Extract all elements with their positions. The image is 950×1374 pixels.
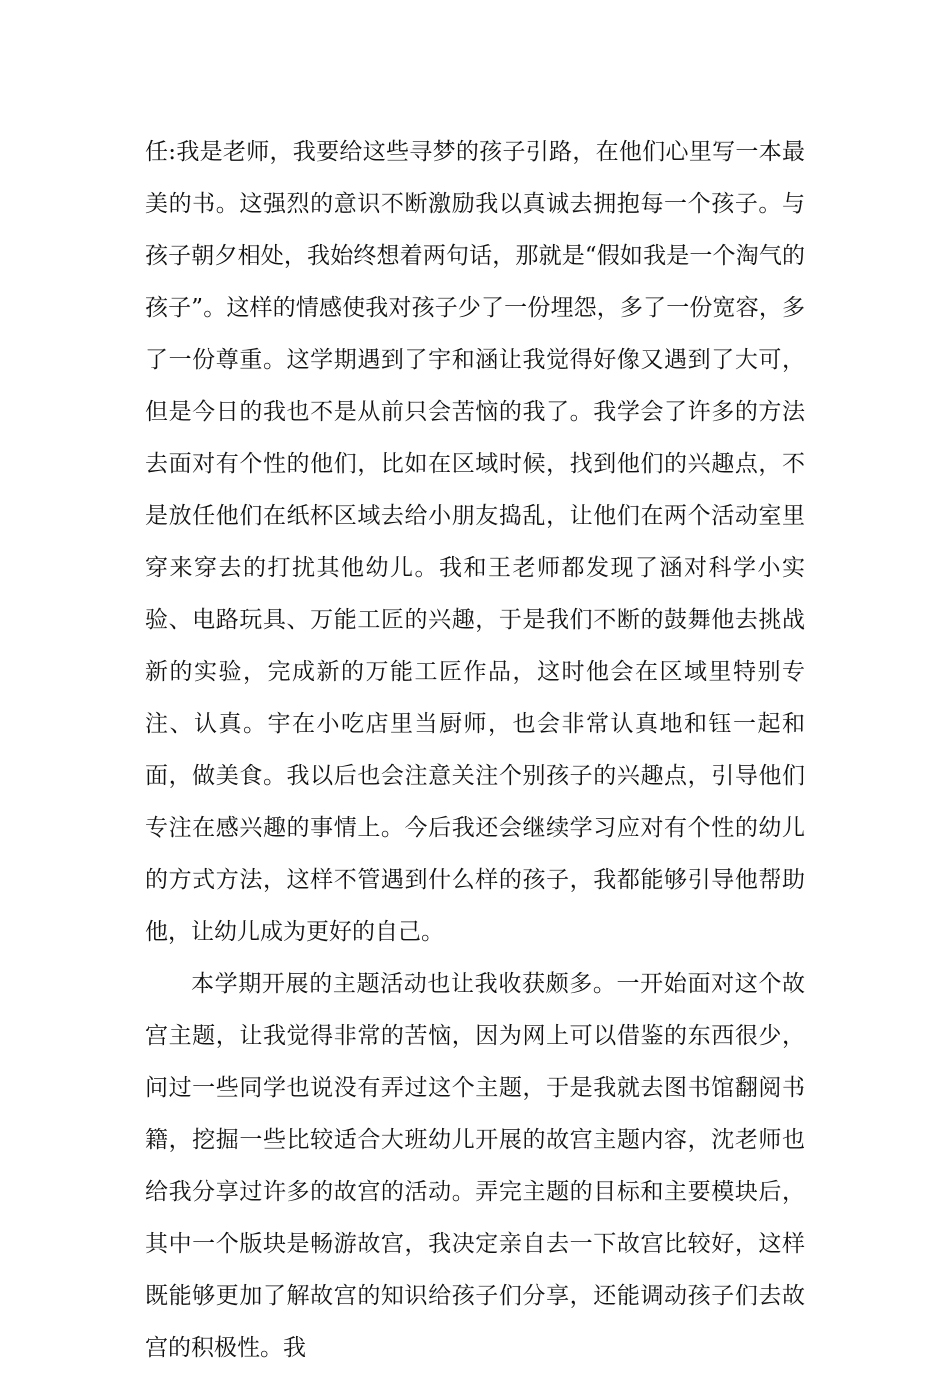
paragraph-1: 任:我是老师，我要给这些寻梦的孩子引路，在他们心里写一本最美的书。这强烈的意识不断激励我以真诚去拥抱每一个孩子。与孩子朝夕相处，我始终想着两句话，那就是“假如我是一个淘气的孩子”。这样的情感使我对孩子少了一份埋怨，多了一份宽容，多了一份尊重。这学期遇到了宇和涵让我觉得好像又遇到了大可，但是今日的我也不是从前只会苦恼的我了。我学会了许多的方法去面对有个性的他们，比如在区域时候，找到他们的兴趣点，不是放任他们在纸杯区域去给小朋友捣乱，让他们在两个活动室里穿来穿去的打扰其他幼儿。我和王老师都发现了涵对科学小实验、电路玩具、万能工匠的兴趣，于是我们不断的鼓舞他去挑战新的实验，完成新的万能工匠作品，这时他会在区域里特别专注、认真。宇在小吃店里当厨师，也会非常认真地和钰一起和面，做美食。我以后也会注意关注个别孩子的兴趣点，引导他们专注在感兴趣的事情上。今后我还会继续学习应对有个性的幼儿的方式方法，这样不管遇到什么样的孩子，我都能够引导他帮助他，让幼儿成为更好的自己。 (145, 139, 805, 945)
paragraph-2: 本学期开展的主题活动也让我收获颇多。一开始面对这个故宫主题，让我觉得非常的苦恼，因为网上可以借鉴的东西很少，问过一些同学也说没有弄过这个主题，于是我就去图书馆翻阅书籍，挖掘一些比较适合大班幼儿开展的故宫主题内容，沈老师也给我分享过许多的故宫的活动。弄完主题的目标和主要模块后，其中一个版块是畅游故宫，我决定亲自去一下故宫比较好，这样既能够更加了解故宫的知识给孩子们分享，还能调动孩子们去故宫的积极性。我 (145, 971, 805, 1361)
body-text (145, 126, 805, 1374)
